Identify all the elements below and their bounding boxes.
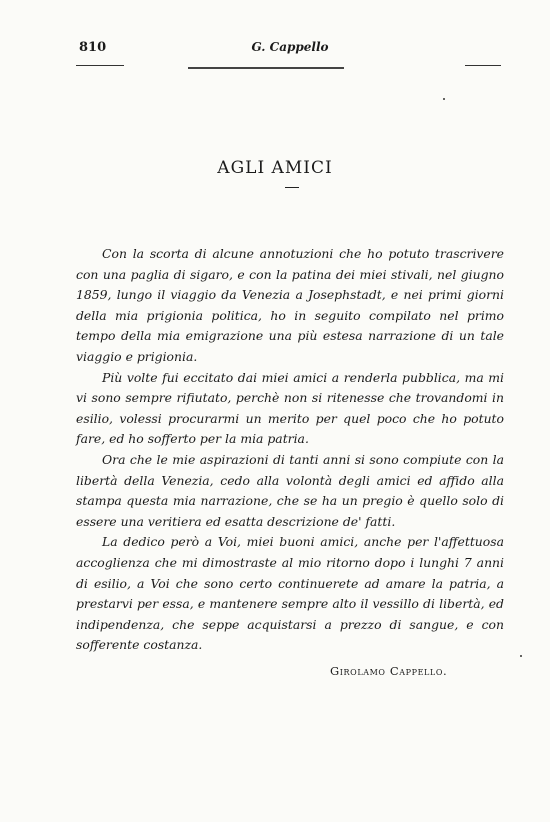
paragraph: Più volte fui eccitato dai miei amici a renderla pubblica, ma mi vi sono sempre rifiutato, perchè non si ritenesse che trovandomi in esilio, volessi procurarmi un merito per quel poco che ho potuto fare, ed ho sofferto per la mia patria. — [76, 369, 504, 447]
page-number: 810 — [79, 40, 107, 55]
running-head: G. Cappello — [251, 40, 329, 54]
ink-speck — [443, 98, 445, 100]
header-rule-middle — [188, 67, 344, 69]
ink-speck — [520, 655, 522, 657]
section-title: AGLI AMICI — [217, 158, 333, 178]
body-text — [76, 244, 504, 656]
paragraph: La dedico però a Voi, miei buoni amici, anche per l'affettuosa accoglienza che mi dimostraste al mio ritorno dopo i lunghi 7 anni di esilio, a Voi che sono certo continuerete ad amare la patria, a prestarvi per essa, e mantenere sempre alto il vessillo di libertà, ed indipendenza, che seppe acquistarsi a prezzo di sangue, e con sofferente costanza. — [76, 534, 504, 653]
paragraph: Con la scorta di alcune annotuzioni che ho potuto trascrivere con una paglia di sigaro, e con la patina dei miei stivali, nel giugno 1859, lungo il viaggio da Venezia a Josephstadt, e nei primi giorni della mia prigionia politica, ho in seguito compilato nel primo tempo della mia emigrazione una più estesa narrazione di un tale viaggio e prigionia. — [76, 246, 504, 364]
header-rule-left — [76, 65, 124, 66]
header-rule-right — [465, 65, 501, 66]
signature: Girolamo Cappello. — [330, 664, 448, 678]
title-ornament-dash — [285, 187, 299, 188]
paragraph: Ora che le mie aspirazioni di tanti anni si sono compiute con la libertà della Venezia, cedo alla volontà degli amici ed affido alla stampa questa mia narrazione, che se ha un pregio è quello solo di essere una veritiera ed esatta descrizione de' fatti. — [76, 451, 504, 529]
